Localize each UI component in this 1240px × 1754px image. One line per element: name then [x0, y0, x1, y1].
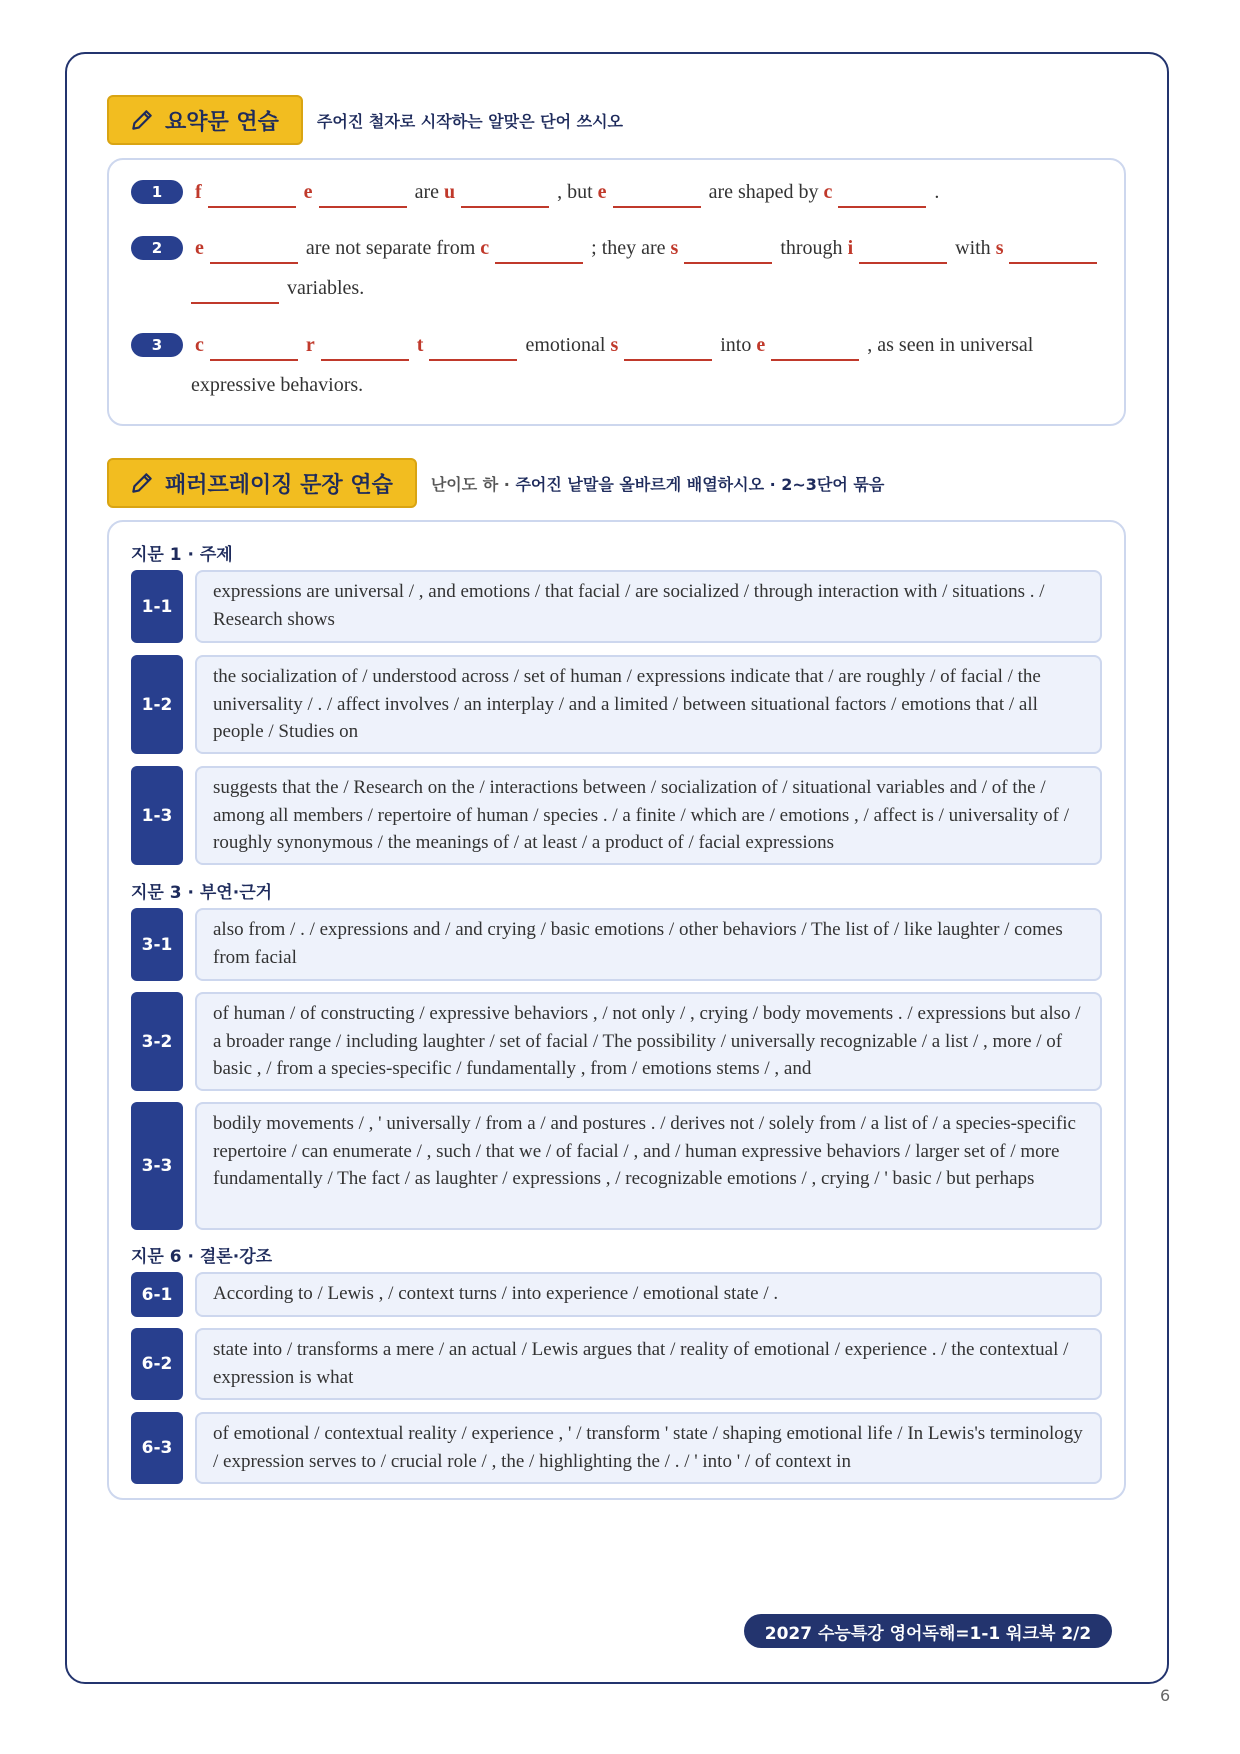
exercise-number: 3-2 [131, 992, 183, 1091]
summary-text: are [414, 181, 444, 203]
summary-text: are not separate from [305, 237, 481, 259]
answer-blank[interactable] [859, 236, 947, 264]
summary-line [191, 268, 1102, 308]
hint-letter: t [416, 334, 424, 356]
summary-tag [107, 95, 303, 145]
exercise-row [131, 1328, 1102, 1400]
word-chunks: of human / of constructing / expressive behaviors , / not only / , crying / body movements . / expressions but also / a broader range / including laughter / set of facial / The possibility / universally recognizable / a list / , more / of basic , / from a species-specific / fundamentally , from / emotions stems / , and [195, 992, 1102, 1091]
item-number: 2 [131, 236, 183, 260]
word-chunks: state into / transforms a mere / an actual / Lewis argues that / reality of emotional / experience . / the contextual / expression is what [195, 1328, 1102, 1400]
paraphrase-header [107, 458, 884, 508]
answer-blank[interactable] [838, 180, 926, 208]
summary-text: . [934, 181, 940, 203]
word-chunks: the socialization of / understood across / set of human / expressions indicate that / are roughly / of facial / the universality / . / affect involves / an interplay / and a limited / between situational factors / emotions that / all people / Studies on [195, 655, 1102, 754]
exercise-row [131, 655, 1102, 754]
answer-blank[interactable] [429, 333, 517, 361]
exercise-number: 1-3 [131, 766, 183, 865]
answer-blank[interactable] [613, 180, 701, 208]
summary-header [107, 95, 623, 145]
hint-letter: e [756, 334, 766, 356]
answer-blank[interactable] [208, 180, 296, 208]
exercise-number: 1-1 [131, 570, 183, 643]
exercise-row [131, 1102, 1102, 1230]
word-chunks: According to / Lewis , / context turns / into experience / emotional state / . [195, 1272, 1102, 1317]
summary-text: ; they are [591, 237, 671, 259]
hint-letter: e [303, 181, 313, 203]
item-number: 3 [131, 333, 183, 357]
summary-text: , as seen in universal [867, 334, 1034, 356]
word-chunks: expressions are universal / , and emotions / that facial / are socialized / through interaction with / situations . / Research shows [195, 570, 1102, 643]
answer-blank[interactable] [495, 236, 583, 264]
exercise-number: 6-1 [131, 1272, 183, 1317]
passage-label: 지문 1 · 주제 [131, 545, 233, 565]
summary-line [195, 325, 1102, 365]
hint-letter: e [597, 181, 607, 203]
answer-blank[interactable] [319, 180, 407, 208]
summary-text: , but [557, 181, 598, 203]
paraphrase-instruction: 주어진 낱말을 올바르게 배열하시오 · 2~3단어 묶음 [515, 474, 885, 494]
answer-blank[interactable] [210, 333, 298, 361]
exercise-number: 1-2 [131, 655, 183, 754]
item-number: 1 [131, 180, 183, 204]
answer-blank[interactable] [684, 236, 772, 264]
exercise-row [131, 766, 1102, 865]
footer-label: 2027 수능특강 영어독해=1-1 워크북 2/2 [744, 1614, 1112, 1648]
summary-text: emotional [525, 334, 611, 356]
answer-blank[interactable] [624, 333, 712, 361]
pencil-icon [129, 470, 155, 496]
difficulty-label: 난이도 하 · [430, 474, 510, 494]
word-chunks: bodily movements / , ' universally / from a / and postures . / derives not / solely from / a list of / a species-specific repertoire / can enumerate / , such / that we / of facial / , and / human expressive behaviors / larger set of / more fundamentally / The fact / as laughter / expressions , / recognizable emotions / , crying / ' basic / but perhaps [195, 1102, 1102, 1230]
summary-line [195, 228, 1102, 268]
summary-text: through [780, 237, 848, 259]
hint-letter: r [305, 334, 315, 356]
exercise-row [131, 1412, 1102, 1484]
exercise-row [131, 908, 1102, 981]
summary-text: with [955, 237, 996, 259]
summary-text: are shaped by [708, 181, 824, 203]
summary-line [191, 365, 1102, 405]
hint-letter: c [823, 181, 833, 203]
hint-letter: s [670, 237, 679, 259]
passage-label: 지문 6 · 결론·강조 [131, 1247, 273, 1267]
summary-line [195, 172, 1102, 212]
hint-letter: u [443, 181, 456, 203]
summary-instruction: 주어진 철자로 시작하는 알맞은 단어 쓰시오 [316, 111, 623, 131]
summary-panel [107, 158, 1126, 426]
paraphrase-panel [107, 520, 1126, 1500]
hint-letter: c [195, 334, 204, 356]
page-number: 6 [1160, 1686, 1171, 1705]
exercise-row [131, 992, 1102, 1091]
paraphrase-title: 패러프레이징 문장 연습 [165, 472, 393, 498]
hint-letter: e [195, 237, 204, 259]
exercise-number: 3-3 [131, 1102, 183, 1230]
exercise-row [131, 1272, 1102, 1317]
hint-letter: f [195, 181, 202, 203]
answer-blank[interactable] [191, 276, 279, 304]
summary-title: 요약문 연습 [165, 109, 279, 135]
answer-blank[interactable] [321, 333, 409, 361]
word-chunks: of emotional / contextual reality / experience , ' / transform ' state / shaping emotional life / In Lewis's terminology / expression serves to / crucial role / , the / highlighting the / . / ' into ' / of context in [195, 1412, 1102, 1484]
paraphrase-tag [107, 458, 417, 508]
hint-letter: s [610, 334, 619, 356]
answer-blank[interactable] [1009, 236, 1097, 264]
answer-blank[interactable] [461, 180, 549, 208]
summary-text: expressive behaviors. [191, 374, 364, 396]
paraphrase-instruction-wrap [431, 472, 884, 495]
word-chunks: also from / . / expressions and / and crying / basic emotions / other behaviors / The list of / like laughter / comes from facial [195, 908, 1102, 981]
summary-text: into [720, 334, 757, 356]
summary-text: variables. [287, 277, 365, 299]
hint-letter: c [480, 237, 490, 259]
exercise-number: 3-1 [131, 908, 183, 981]
answer-blank[interactable] [210, 236, 298, 264]
exercise-number: 6-3 [131, 1412, 183, 1484]
hint-letter: s [995, 237, 1004, 259]
hint-letter: i [847, 237, 854, 259]
pencil-icon [129, 107, 155, 133]
answer-blank[interactable] [771, 333, 859, 361]
passage-label: 지문 3 · 부연·근거 [131, 883, 273, 903]
exercise-row [131, 570, 1102, 643]
exercise-number: 6-2 [131, 1328, 183, 1400]
word-chunks: suggests that the / Research on the / interactions between / socialization of / situational variables and / of the / among all members / repertoire of human / species . / a finite / which are / emotions , / affect is / universality of / roughly synonymous / the meanings of / at least / a product of / facial expressions [195, 766, 1102, 865]
